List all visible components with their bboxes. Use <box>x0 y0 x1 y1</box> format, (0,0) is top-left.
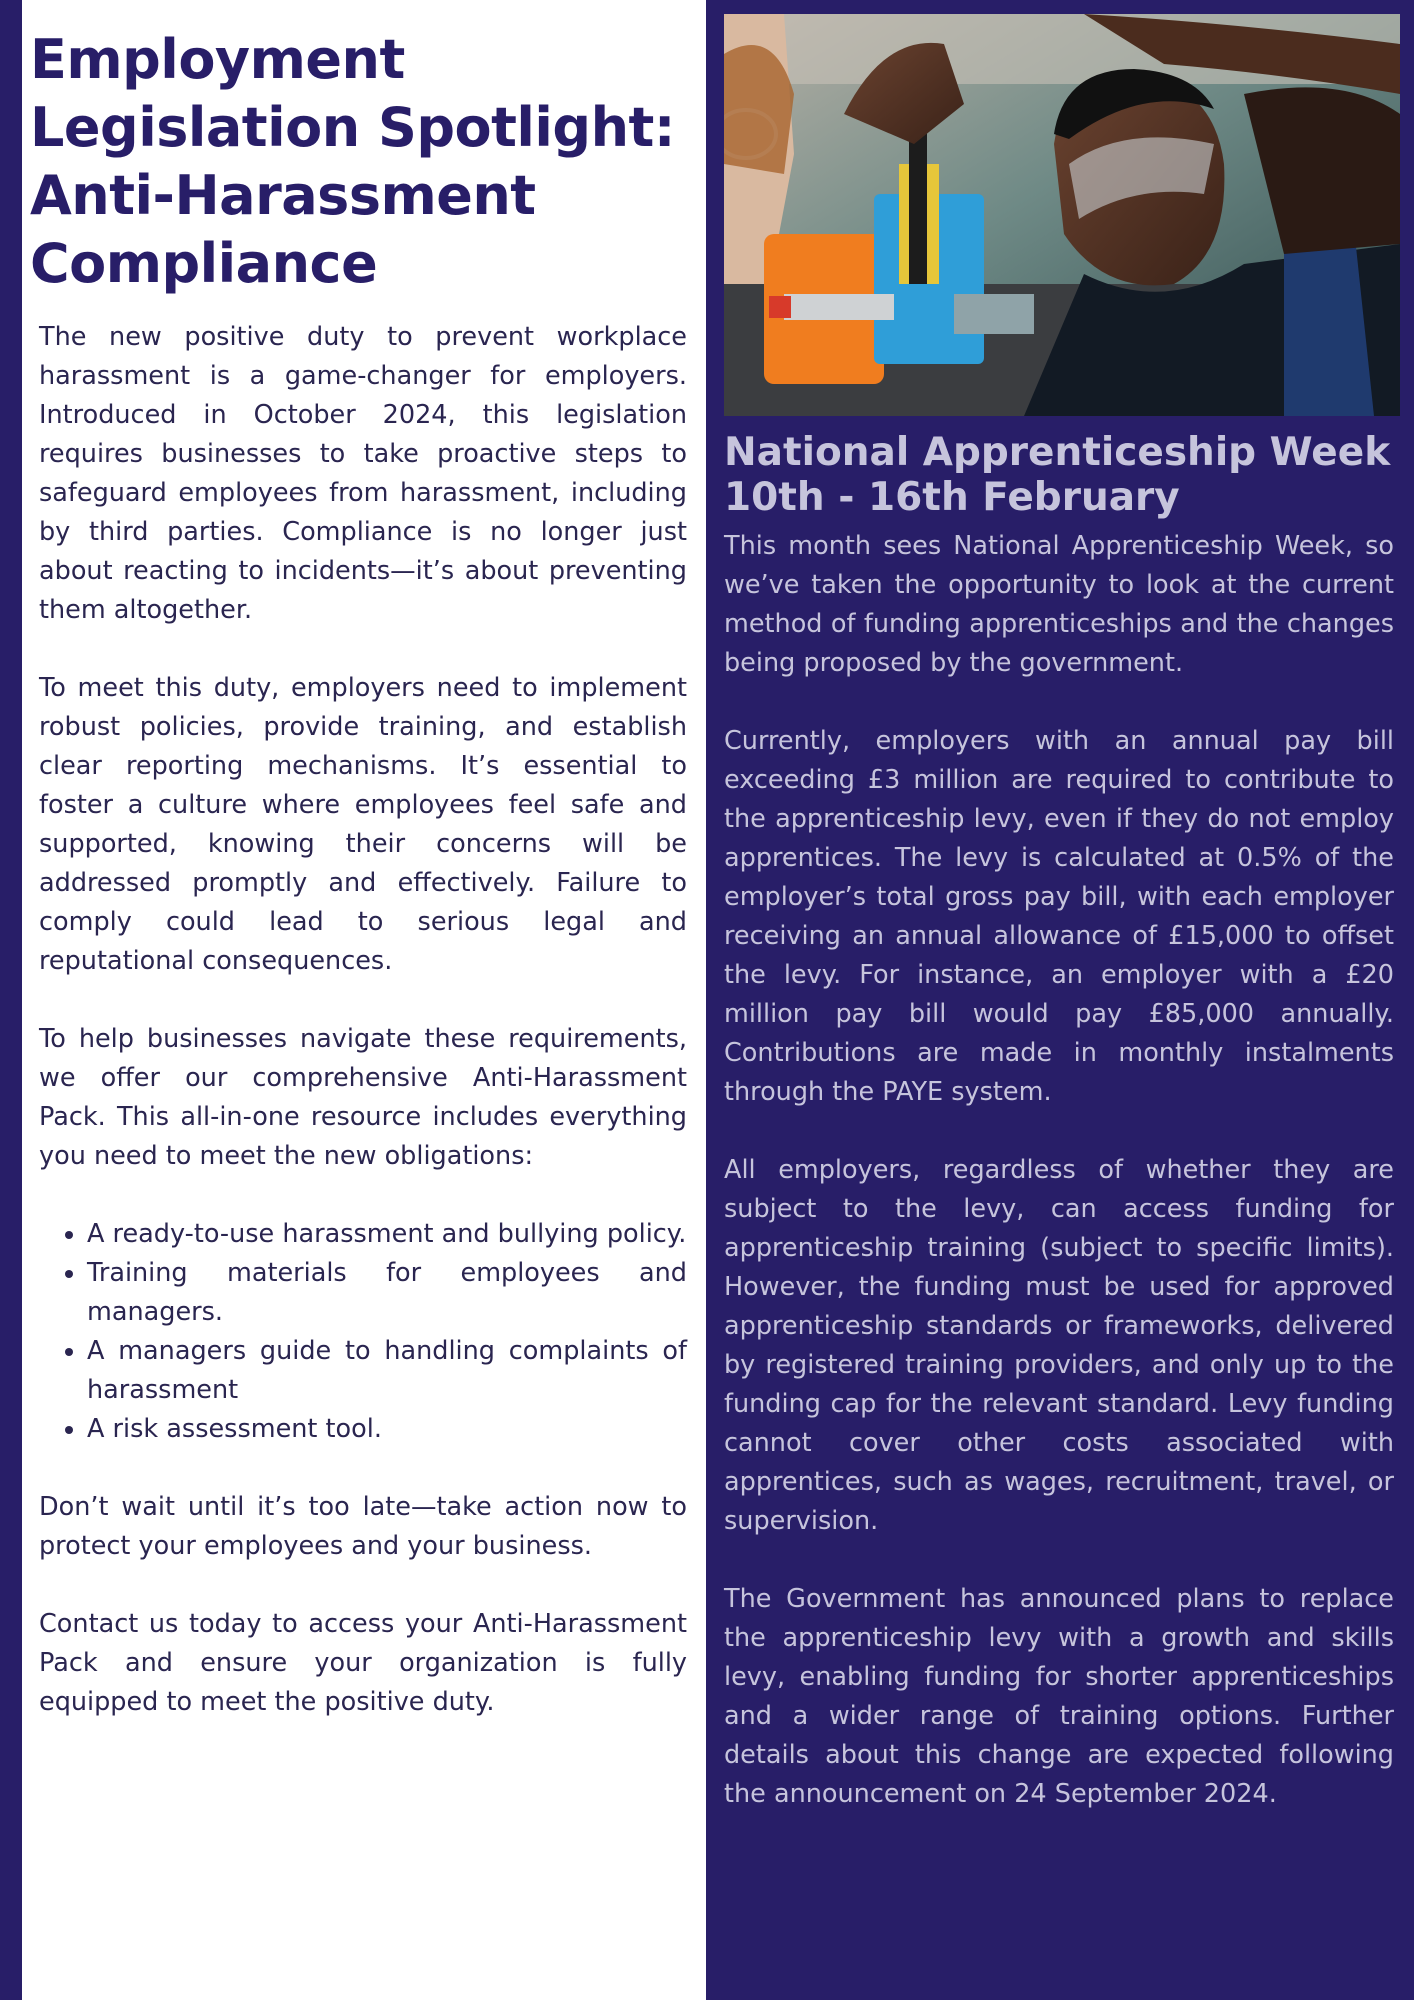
feature-title-dates: 10th - 16th February <box>724 475 1180 520</box>
paragraph: All employers, regardless of whether they are subject to the levy, can access funding for apprenticeship training (subject to specific limits). However, the funding must be used for approved apprenticeship standards or frameworks, delivered by registered training providers, and only up to the funding cap for the relevant standard. Levy funding cannot cover other costs associated with apprentices, such as wages, recruitment, travel, or supervision. <box>724 1155 1394 1536</box>
paragraph: This month sees National Apprenticeship Week, so we’ve taken the opportunity to look at the current method of funding apprenticeships and the changes being proposed by the government. <box>724 531 1394 678</box>
list-item: • Training materials for employees and managers. <box>87 1254 687 1332</box>
list-item: • A risk assessment tool. <box>87 1410 687 1449</box>
feature-title-line: National Apprenticeship Week <box>724 430 1391 475</box>
list-item: • A managers guide to handling complaints of harassment <box>87 1332 687 1410</box>
pack-contents-list <box>39 1215 687 1449</box>
right-article-panel <box>706 0 1414 2000</box>
paragraph: Currently, employers with an annual pay bill exceeding £3 million are required to contribute to the apprenticeship levy, even if they do not employ apprentices. The levy is calculated at 0.5% of the employer’s total gross pay bill, with each employer receiving an annual allowance of £15,000 to offset the levy. For instance, an employer with a £20 million pay bill would pay £85,000 annually. Contributions are made in monthly instalments through the PAYE system. <box>724 726 1394 1107</box>
paragraph: To help businesses navigate these requirements, we offer our comprehensive Anti-Harassment Pack. This all-in-one resource includes everything you need to meet the new obligations: <box>39 1024 687 1171</box>
left-article-panel <box>22 0 706 2000</box>
paragraph: To meet this duty, employers need to implement robust policies, provide training, and establish clear reporting mechanisms. It’s essential to foster a culture where employees feel safe and supported, knowing their concerns will be addressed promptly and effectively. Failure to comply could lead to serious legal and reputational consequences. <box>39 673 687 976</box>
contact-paragraph: Contact us today to access your Anti-Harassment Pack and ensure your organization is fully equipped to meet the positive duty. <box>39 1609 687 1717</box>
paragraph: The Government has announced plans to replace the apprenticeship levy with a growth and skills levy, enabling funding for shorter apprenticeships and a wider range of training options. Further details about this change are expected following the announcement on 24 September 2024. <box>724 1584 1394 1809</box>
left-article-body <box>39 318 687 1761</box>
apprentice-workshop-photo <box>724 14 1400 416</box>
feature-title <box>724 430 1404 520</box>
article-headline: Employment Legislation Spotlight: Anti-Harassment Compliance <box>30 28 675 295</box>
paragraph: The new positive duty to prevent workplace harassment is a game-changer for employers. Introduced in October 2024, this legislation requires businesses to take proactive steps to safeguard employees from harassment, including by third parties. Compliance is no longer just about reacting to incidents—it’s about preventing them altogether. <box>39 322 687 625</box>
list-item: • A ready-to-use harassment and bullying policy. <box>87 1215 687 1254</box>
right-article-body <box>724 527 1394 1853</box>
call-to-action-paragraph: Don’t wait until it’s too late—take action now to protect your employees and your business. <box>39 1492 687 1561</box>
